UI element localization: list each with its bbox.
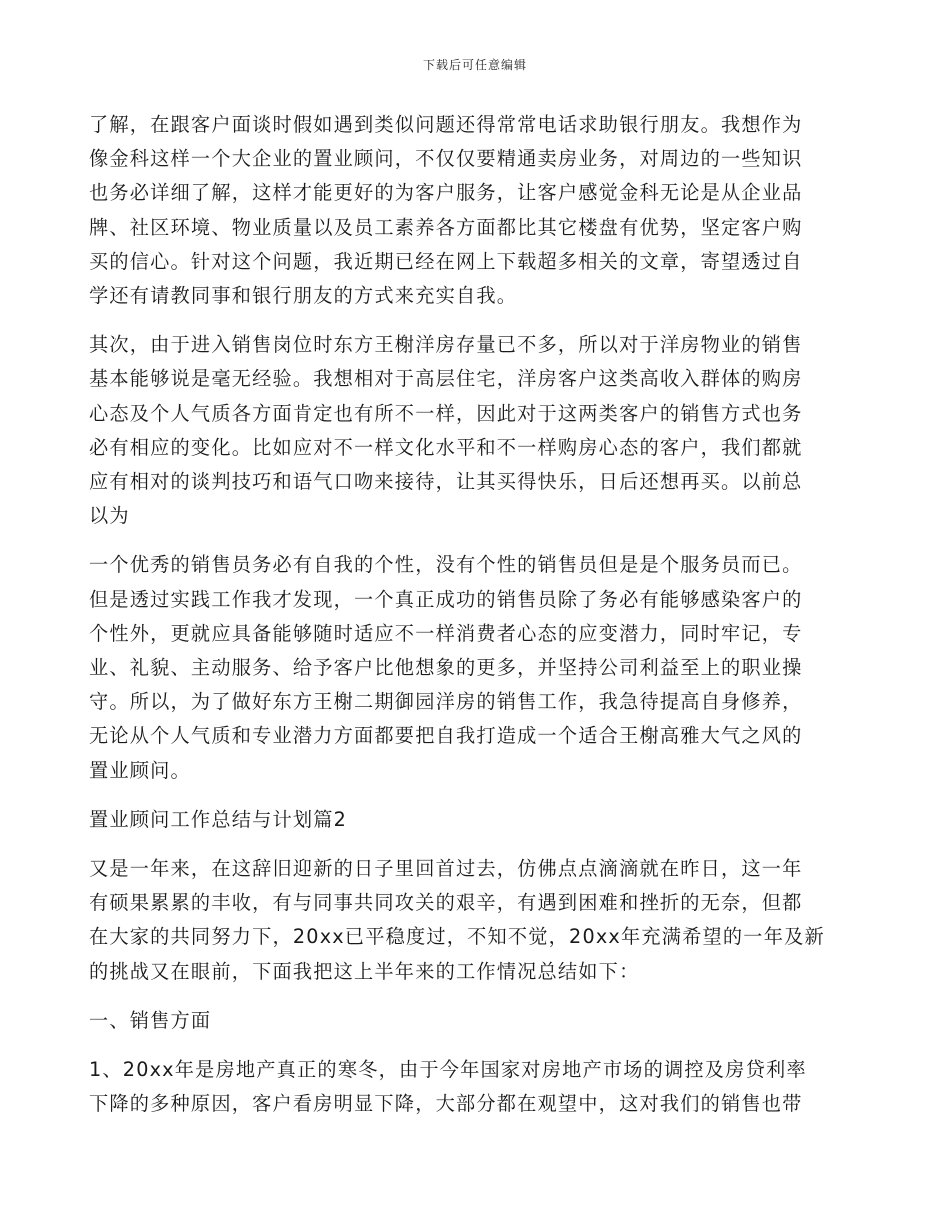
text-line: 但是透过实践工作我才发现，一个真正成功的销售员除了务必有能够感染客户的 [89,587,803,611]
text-line: 像金科这样一个大企业的置业顾问，不仅仅要精通卖房业务，对周边的一些知识 [89,147,803,171]
text-line: 也务必详细了解，这样才能更好的为客户服务，让客户感觉金科无论是从企业品 [89,181,803,205]
text-line: 买的信心。针对这个问题，我近期已经在网上下载超多相关的文章，寄望透过自 [89,249,803,273]
paragraph [89,1053,865,1121]
text-line: 应有相对的谈判技巧和语气口吻来接待，让其买得快乐，日后还想再买。以前总 [89,470,803,494]
text-line: 必有相应的变化。比如应对不一样文化水平和不一样购房心态的客户，我们都就 [89,435,803,459]
text-line: 又是一年来，在这辞旧迎新的日子里回首过去，仿佛点点滴滴就在昨日，这一年 [89,857,803,881]
text-line: 业、礼貌、主动服务、给予客户比他想象的更多，并坚持公司利益至上的职业操 [89,656,803,680]
text-line: 置业顾问工作总结与计划篇2 [89,807,348,831]
text-line: 心态及个人气质各方面肯定也有所不一样，因此对于这两类客户的销售方式也务 [89,401,803,425]
text-line: 的挑战又在眼前，下面我把这上半年来的工作情况总结如下： [89,959,640,983]
subsection-heading [89,1004,865,1038]
text-line: 无论从个人气质和专业潜力方面都要把自我打造成一个适合王榭高雅大气之风的 [89,724,803,748]
paragraph [89,852,865,989]
section-heading [89,803,865,837]
text-line: 有硕果累累的丰收，有与同事共同攻关的艰辛，有遇到困难和挫折的无奈，但都 [89,891,803,915]
text-line: 以为 [89,504,130,528]
paragraph [89,548,865,787]
text-line: 牌、社区环境、物业质量以及员工素养各方面都比其它楼盘有优势，坚定客户购 [89,215,803,239]
page-header: 下载后可任意编辑 [422,58,527,72]
text-line: 其次，由于进入销售岗位时东方王榭洋房存量已不多，所以对于洋房物业的销售 [89,333,803,357]
text-line: 学还有请教同事和银行朋友的方式来充实自我。 [89,284,518,308]
text-line: 个性外，更就应具备能够随时适应不一样消费者心态的应变潜力，同时牢记，专 [89,621,803,645]
text-line: 守。所以，为了做好东方王榭二期御园洋房的销售工作，我急待提高自身修养， [89,690,803,714]
document-body [89,108,865,1136]
text-line: 了解，在跟客户面谈时假如遇到类似问题还得常常电话求助银行朋友。我想作为 [89,113,803,136]
text-line: 下降的多种原因，客户看房明显下降，大部分都在观望中，这对我们的销售也带 [89,1092,803,1116]
text-line: 一个优秀的销售员务必有自我的个性，没有个性的销售员但是是个服务员而已。 [89,553,803,577]
text-line: 置业顾问。 [89,758,191,782]
text-line: 在大家的共同努力下，20xx已平稳度过，不知不觉，20xx年充满希望的一年及新 [89,925,825,949]
text-line: 基本能够说是毫无经验。我想相对于高层住宅，洋房客户这类高收入群体的购房 [89,367,803,391]
paragraph [89,328,865,533]
text-line: 一、销售方面 [89,1008,212,1032]
text-line: 1、20xx年是房地产真正的寒冬，由于今年国家对房地产市场的调控及房贷利率 [89,1058,807,1082]
paragraph [89,108,865,313]
